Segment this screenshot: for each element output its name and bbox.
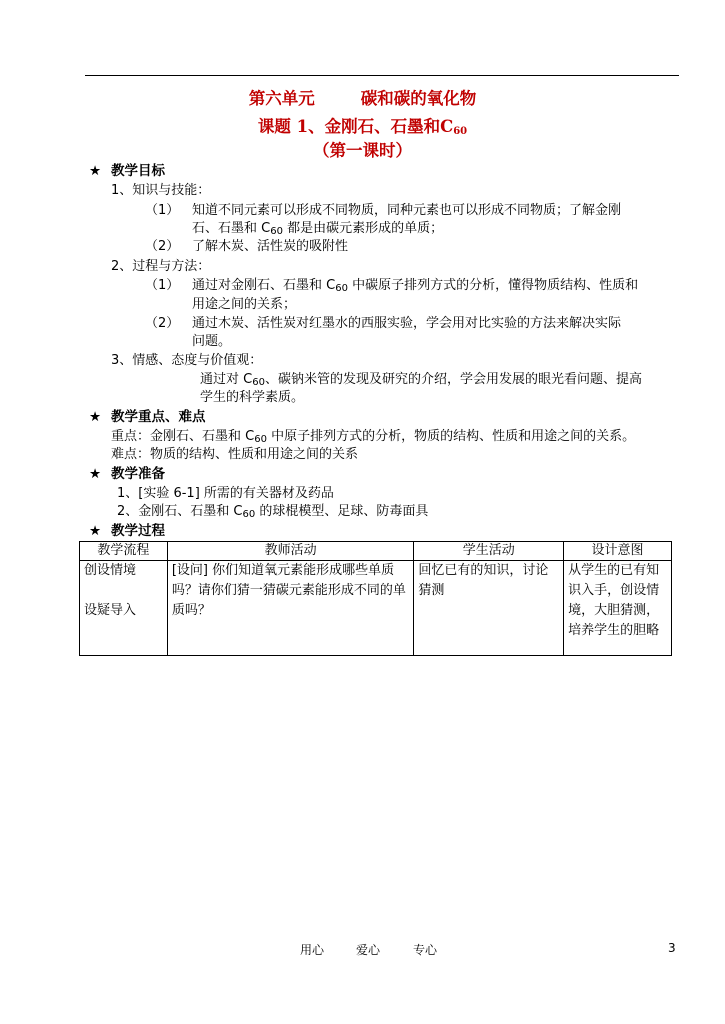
lesson-title — [0, 117, 725, 142]
table-header-student: 学生活动 — [414, 542, 564, 561]
keypoints-heading-text: 教学重点、难点 — [111, 409, 206, 425]
prep-heading — [89, 465, 165, 483]
goal2-item2-num: （2） — [145, 316, 180, 331]
goal3-line1-a: 通过对 C — [200, 372, 253, 387]
goal1-item2-num: （2） — [145, 239, 180, 254]
goal1-item1-num: （1） — [145, 203, 180, 218]
table-header-intent: 设计意图 — [564, 542, 672, 561]
student-cell: 回忆已有的知识，讨论猜测 — [414, 561, 564, 656]
c60-subscript: 60 — [242, 509, 256, 520]
keypoint-line-b: 中原子排列方式的分析，物质的结构、性质和用途之间的关系。 — [266, 429, 636, 444]
lesson-title-text: 课题 1、金刚石、石墨和C — [257, 117, 454, 136]
footer-item-1: 用心 — [300, 943, 325, 957]
table-header-flow: 教学流程 — [80, 542, 168, 561]
footer-item-2: 爱心 — [356, 943, 381, 957]
table-header-teacher: 教师活动 — [167, 542, 414, 561]
c60-subscript: 60 — [335, 283, 348, 294]
goal1-item2-text: 了解木炭、活性炭的吸附性 — [192, 239, 349, 254]
goals-heading — [89, 162, 165, 180]
unit-title — [0, 89, 725, 109]
flow-step-1: 创设情境 — [84, 563, 137, 578]
unit-label: 第六单元 — [248, 89, 315, 108]
goal3-line1-b: 、碳钠米管的发现及研究的介绍，学会用发展的眼光看问题、提高 — [264, 372, 642, 387]
process-heading — [89, 522, 165, 540]
prep-line-1: 1、[实验 6-1] 所需的有关器材及药品 — [117, 486, 334, 501]
unit-topic: 碳和碳的氧化物 — [360, 89, 477, 108]
star-icon: ★ — [89, 163, 102, 179]
process-table — [79, 541, 672, 656]
goal2-item1-line1 — [192, 277, 638, 298]
prep-line-2-a: 2、金刚石、石墨和 C — [117, 504, 243, 519]
goal2-item2-line2: 问题。 — [192, 334, 232, 349]
c60-subscript: 60 — [254, 434, 267, 445]
goal2-item1-num: （1） — [145, 278, 180, 293]
keypoints-heading — [89, 408, 206, 426]
difficulty-line: 难点：物质的结构、性质和用途之间的关系 — [111, 447, 359, 462]
flow-cell — [80, 561, 168, 656]
prep-line-2-b: 的球棍模型、足球、防毒面具 — [255, 504, 429, 519]
table-header-row — [80, 542, 672, 561]
c60-subscript: 60 — [252, 377, 265, 388]
goal1-item1-line2-b: 都是由碳元素形成的单质； — [282, 221, 444, 236]
star-icon: ★ — [89, 409, 102, 425]
lesson-title-subscript: 60 — [453, 126, 468, 137]
header-rule — [85, 75, 679, 76]
goal2-item1-line1-a: 通过对金刚石、石墨和 C — [192, 278, 336, 293]
goal1-item1-line1: 知道不同元素可以形成不同物质，同种元素也可以形成不同物质；了解金刚 — [192, 203, 622, 218]
star-icon: ★ — [89, 466, 102, 482]
goal2-item1-line2: 用途之间的关系； — [192, 297, 297, 312]
intent-cell: 从学生的已有知识入手，创设情境，大胆猜测，培养学生的胆略 — [564, 561, 672, 656]
goal3-heading: 3、情感、态度与价值观： — [111, 353, 263, 368]
star-icon: ★ — [89, 523, 102, 539]
process-heading-text: 教学过程 — [111, 523, 165, 539]
teacher-cell: [设问] 你们知道氧元素能形成哪些单质吗？请你们猜一猜碳元素能形成不同的单质吗？ — [167, 561, 414, 656]
c60-subscript: 60 — [270, 226, 283, 237]
flow-step-2: 设疑导入 — [84, 603, 137, 618]
prep-line-2 — [117, 503, 428, 524]
session-title: （第一课时） — [313, 141, 412, 160]
goal2-item2-line1: 通过木炭、活性炭对红墨水的西服实验，学会用对比实验的方法来解决实际 — [192, 316, 622, 331]
goal2-heading: 2、过程与方法： — [111, 259, 211, 274]
keypoint-line-a: 重点：金刚石、石墨和 C — [111, 429, 255, 444]
goal3-line2: 学生的科学素质。 — [200, 390, 305, 405]
goal1-item1-line2-a: 石、石墨和 C — [192, 221, 271, 236]
page-number: 3 — [668, 941, 676, 955]
prep-heading-text: 教学准备 — [111, 466, 165, 482]
table-row — [80, 561, 672, 656]
goal1-heading: 1、知识与技能： — [111, 183, 211, 198]
footer-item-3: 专心 — [413, 943, 438, 957]
goals-heading-text: 教学目标 — [111, 163, 165, 179]
goal2-item1-line1-b: 中碳原子排列方式的分析，懂得物质结构、性质和 — [347, 278, 639, 293]
